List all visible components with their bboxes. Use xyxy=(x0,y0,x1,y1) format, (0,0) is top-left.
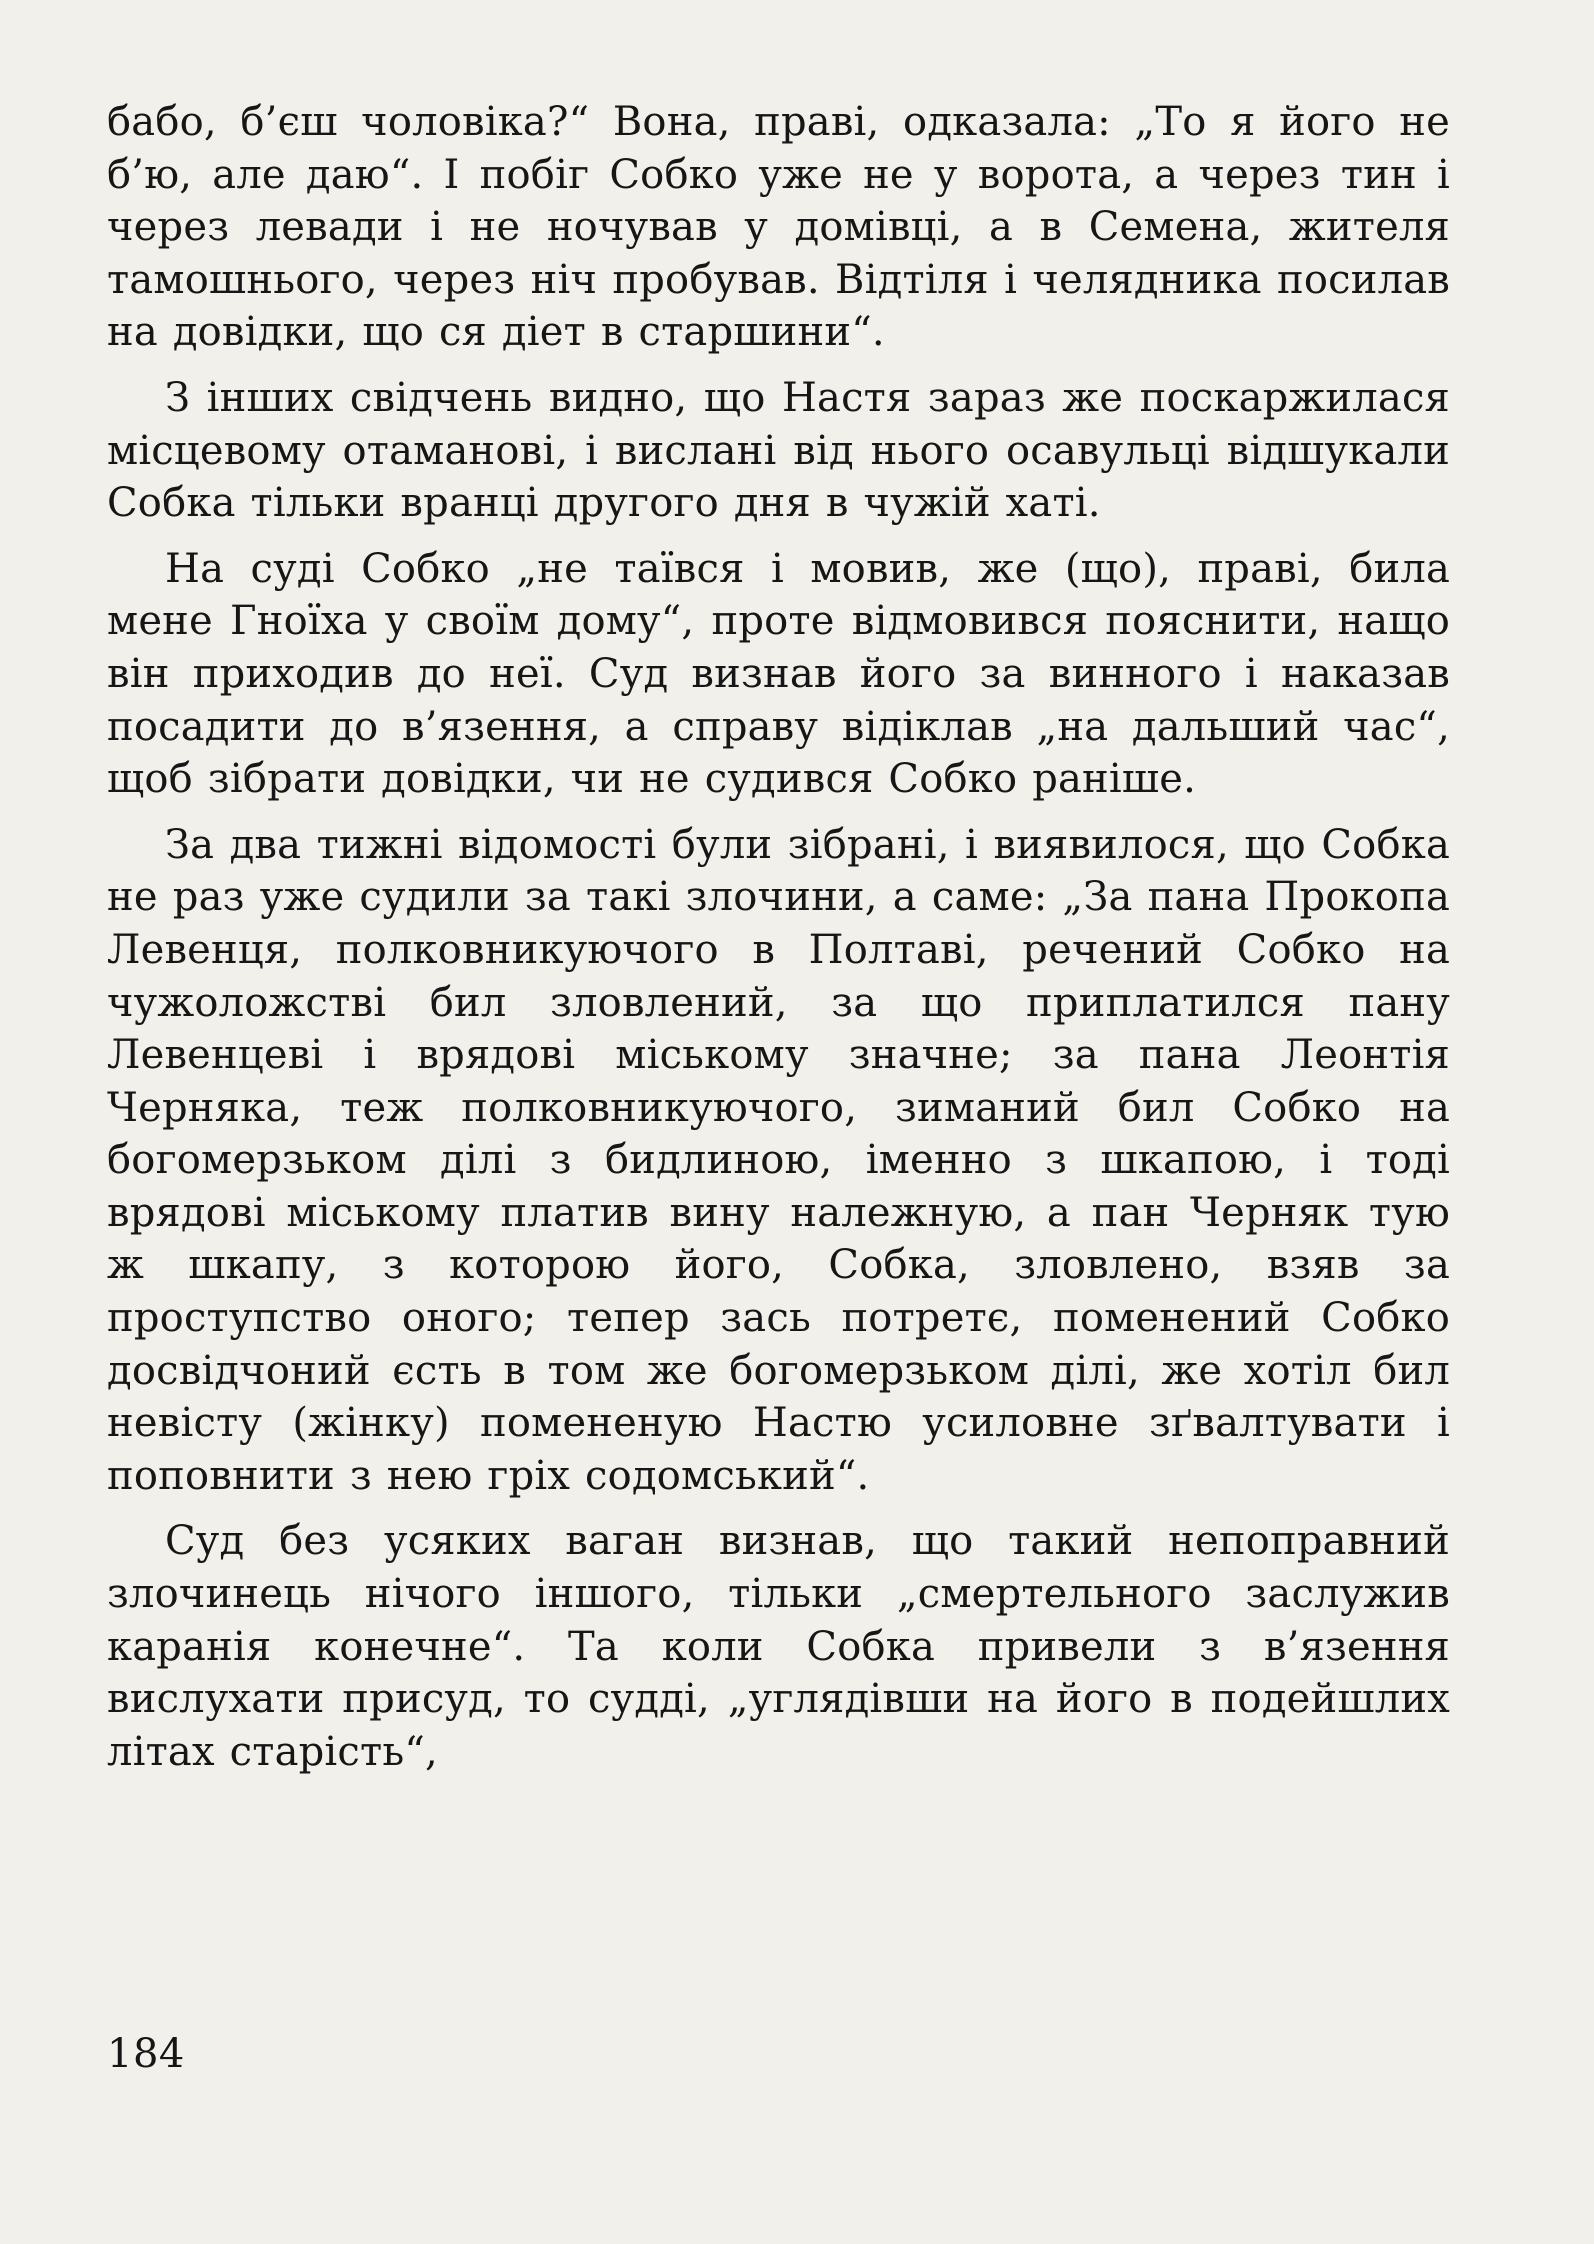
paragraph-4: За два тижні відомості були зібрані, і виявилося, що Собка не раз уже судили за такі злочини, а саме: „За пана Прокопа Левенця, полковникуючого в Полтаві, речений Собко на чужоложстві бил зловлений, за що приплатился пану Левенцеві і врядові міському значне; за пана Леонтія Черняка, теж полковникуючого, зиманий бил Собко на богомерзьком ділі з бидлиною, іменно з шкапою, і тоді врядові міському платив вину належную, а пан Черняк тую ж шкапу, з которою його, Собка, зловлено, взяв за проступство оного; тепер зась потретє, поменений Собко досвідчоний єсть в том же богомерзьком ділі, же хотіл бил невісту (жінку) помененую Настю усиловне зґвалтувати і поповнити з нею гріх содомський“. xyxy=(107,821,1450,1499)
paragraph-2: З інших свідчень видно, що Настя зараз же поскаржилася місцевому отаманові, і вислані від нього осавульці відшукали Собка тільки вранці другого дня в чужій хаті. xyxy=(107,374,1450,527)
paragraph-gap xyxy=(107,359,1450,372)
paragraph-gap xyxy=(107,530,1450,543)
paragraph-3: На суді Собко „не таївся і мовив, же (що), праві, била мене Гноїха у своїм дому“, проте відмовився пояснити, нащо він приходив до неї. Суд визнав його за винного і наказав посадити до в’язення, а справу відіклав „на дальший час“, щоб зібрати довідки, чи не судився Собко раніше. xyxy=(107,545,1450,803)
paragraph-gap xyxy=(107,1502,1450,1515)
page-number: 184 xyxy=(107,2031,185,2077)
body-text xyxy=(107,96,1450,1778)
paragraph-5: Суд без усяких ваган визнав, що такий непоправний злочинець нічого іншого, тільки „смертельного заслужив каранія конечне“. Та коли Собка привели з в’язення вислухати присуд, то судді, „углядівши на його в подейшлих літах старість“, xyxy=(107,1518,1450,1775)
paragraph-1: бабо, б’єш чоловіка?“ Вона, праві, одказала: „То я його не б’ю, але даю“. І побіг Собко уже не у ворота, а через тин і через левади і не ночував у домівці, а в Семена, жителя тамошнього, через ніч пробував. Відтіля і челядника посилав на довідки, що ся діет в старшини“. xyxy=(107,99,1450,356)
paragraph-gap xyxy=(107,806,1450,819)
